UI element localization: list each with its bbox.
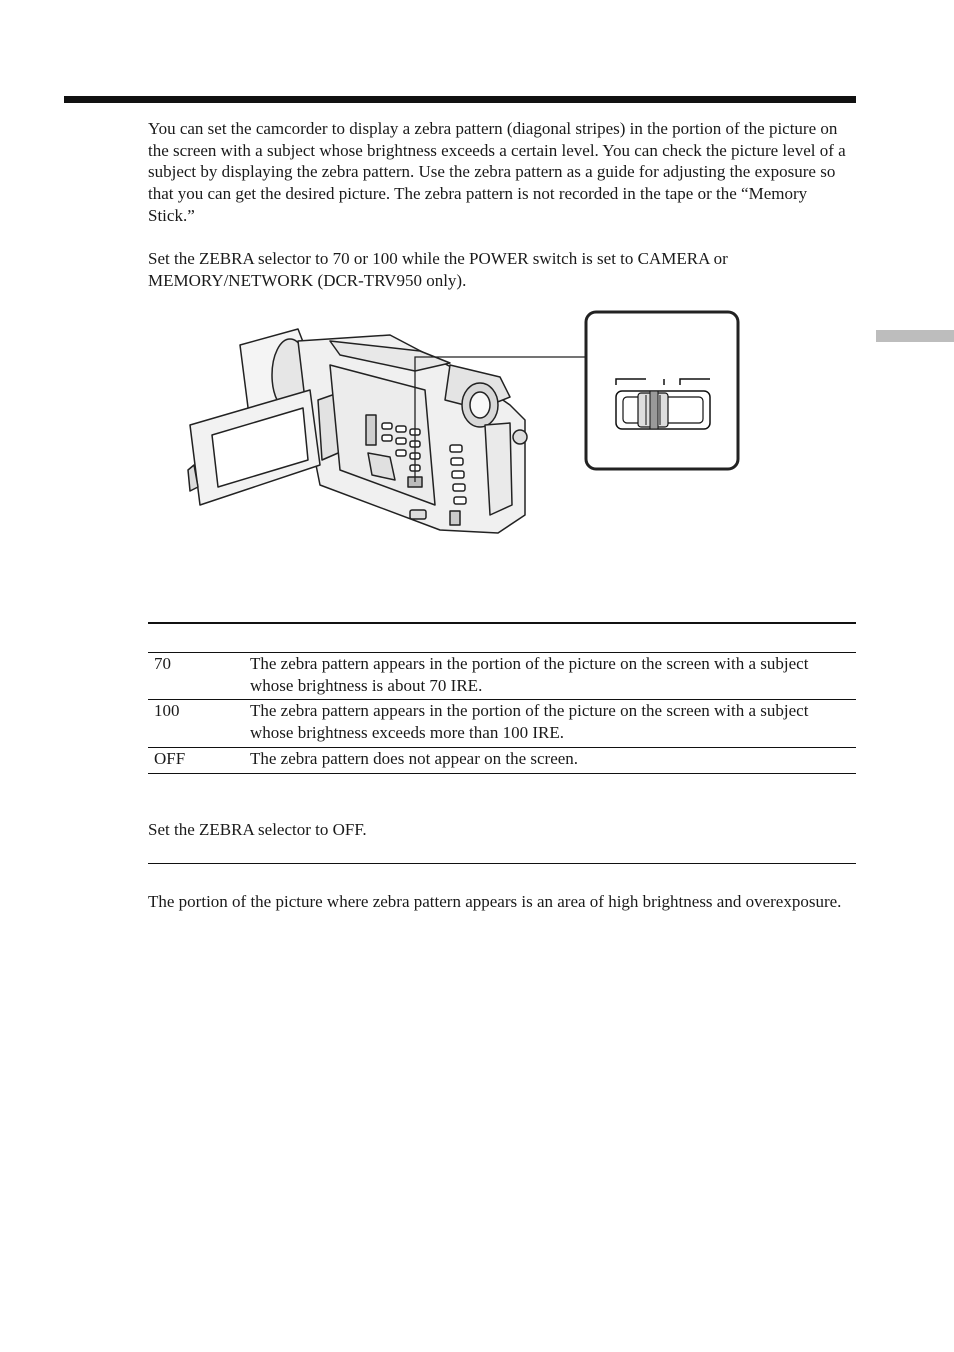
setting-description: The zebra pattern appears in the portion of the picture on the screen with a subject whose brightness is about 70 IRE. [250,653,856,700]
table-row [148,653,856,700]
camcorder-illustration [180,305,750,540]
setting-description: The zebra pattern appears in the portion of the picture on the screen with a subject whose brightness exceeds more than 100 IRE. [250,700,856,747]
intro-paragraph: You can set the camcorder to display a zebra pattern (diagonal stripes) in the portion of the picture on the screen with a subject whose brightness exceeds a certain level. You can check the picture level of a subject by displaying the zebra pattern. Use the zebra pattern as a guide for adjusting the exposure so that you can get the desired picture. The zebra pattern is not recorded in the tape or the “Memory Stick.” [148,119,846,225]
setting-key: 70 [148,653,250,700]
note-divider [148,863,856,864]
setting-key: 100 [148,700,250,747]
step-instruction: Set the ZEBRA selector to 70 or 100 while the POWER switch is set to CAMERA or MEMORY/NETWORK (DCR-TRV950 only). [148,249,728,290]
setting-key: OFF [148,747,250,773]
zebra-settings-table [148,652,856,774]
table-row [148,747,856,773]
table-row [148,700,856,747]
header-rule [64,96,856,103]
cancel-instruction: Set the ZEBRA selector to OFF. [148,820,367,839]
setting-description: The zebra pattern does not appear on the screen. [250,747,856,773]
note-paragraph: The portion of the picture where zebra pattern appears is an area of high brightness and overexposure. [148,892,842,911]
section-tab-marker [876,330,954,342]
table-top-rule [148,622,856,624]
